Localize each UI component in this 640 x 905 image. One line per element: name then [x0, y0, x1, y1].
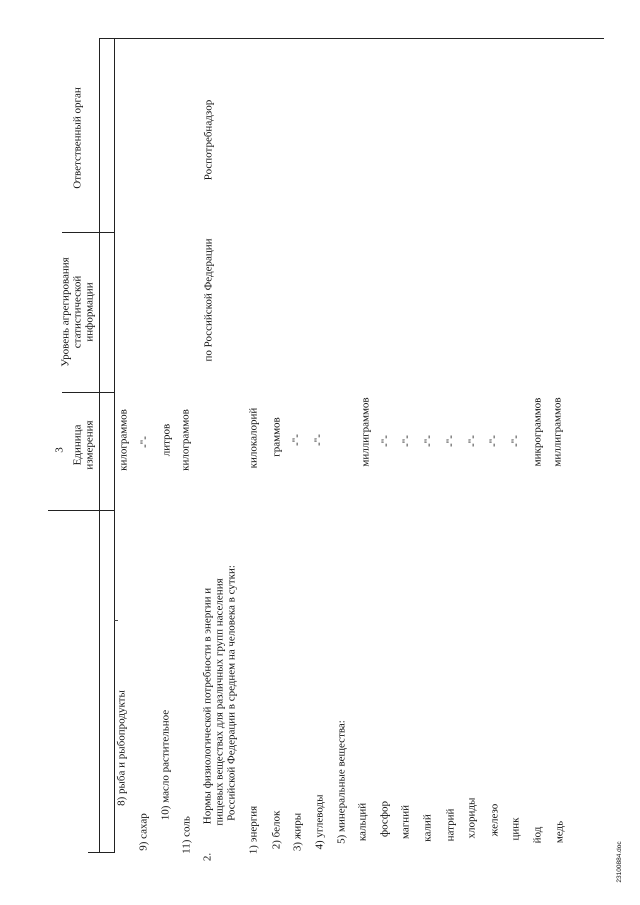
row-name-energy: 1) энергия: [247, 805, 260, 855]
page-number: 3: [53, 447, 66, 453]
divider-num-name: [88, 852, 114, 853]
divider-level-agency: [62, 232, 114, 233]
divider-unit-level: [62, 392, 114, 393]
row-unit-sugar: -"-: [138, 436, 151, 448]
row-name-calcium: кальций: [356, 802, 369, 842]
row-name-copper: медь: [553, 820, 566, 844]
header-agency: Ответственный орган: [71, 87, 84, 189]
row-unit-phosphorus: -"-: [379, 435, 392, 447]
row-name-minerals: 5) минеральные вещества:: [335, 720, 348, 844]
divider-name-unit: [48, 510, 114, 511]
item-number-2: 2.: [201, 852, 214, 862]
row-name-fish: 8) рыба и рыбопродукты: [115, 690, 128, 806]
row-name-sodium: натрий: [444, 808, 457, 842]
row-name-sugar: 9) сахар: [137, 813, 150, 851]
row-unit-zinc: -"-: [509, 435, 522, 447]
row-name-salt: 11) соль: [180, 816, 193, 854]
row-unit-iron: -"-: [487, 435, 500, 447]
row-name-protein: 2) белок: [270, 810, 283, 850]
row-unit-fats: -"-: [290, 434, 303, 446]
header-level-line2: статистической: [71, 275, 84, 349]
row-unit-copper: миллиграммов: [551, 397, 564, 467]
row-unit-protein: граммов: [270, 417, 283, 457]
table-top-border: [99, 38, 604, 39]
row-name-magnesium: магний: [399, 805, 412, 839]
row-name-carbs: 4) углеводы: [313, 794, 326, 850]
header-unit-line2: измерения: [83, 420, 96, 470]
header-level-line1: Уровень агрегирования: [59, 257, 72, 367]
row-name-oil: 10) масло растительное: [159, 709, 172, 821]
row-name-iodine: йод: [531, 826, 544, 844]
row-name-phosphorus: фосфор: [378, 800, 391, 838]
item2-level: по Российской Федерации: [202, 238, 215, 362]
row-unit-magnesium: -"-: [400, 435, 413, 447]
item2-agency: Роспотребнадзор: [202, 99, 215, 181]
header-level-line3: информации: [83, 282, 96, 342]
footer-filename: 23100884.doc: [615, 841, 623, 883]
row-unit-sodium: -"-: [444, 435, 457, 447]
row-name-chlorides: хлориды: [465, 797, 478, 839]
item2-title-line1: Нормы физиологической потребности в энергии и: [201, 587, 214, 825]
header-row-divider: [99, 38, 100, 853]
item2-title-line2: пищевых веществах для различных групп населения: [213, 578, 226, 826]
row-unit-iodine: микрограммов: [531, 397, 544, 467]
row-name-iron: железо: [488, 803, 501, 837]
header-unit-line1: Единица: [71, 424, 84, 466]
tick-mark: [114, 620, 118, 621]
row-unit-chlorides: -"-: [466, 435, 479, 447]
row-name-fats: 3) жиры: [291, 812, 304, 852]
row-name-zinc: цинк: [509, 817, 522, 841]
row-name-potassium: калий: [421, 814, 434, 842]
row-unit-energy: килокалорий: [247, 407, 260, 469]
row-unit-fish: килограммов: [117, 409, 130, 471]
row-unit-carbs: -"-: [312, 434, 325, 446]
row-unit-calcium: миллиграммов: [359, 397, 372, 467]
row-unit-salt: килограммов: [179, 409, 192, 471]
item2-title-line3: Российской Федерации в среднем на человека в сутки:: [225, 565, 238, 821]
row-unit-potassium: -"-: [422, 435, 435, 447]
row-unit-oil: литров: [160, 423, 173, 457]
